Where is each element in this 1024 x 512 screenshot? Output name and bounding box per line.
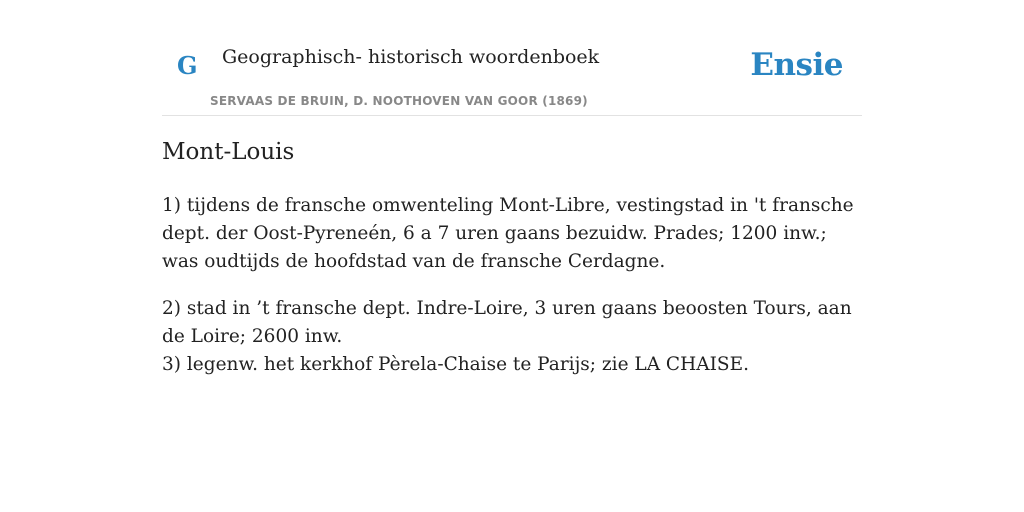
dictionary-title[interactable]: Geographisch- historisch woordenboek: [222, 46, 600, 68]
definition-3: 3) legenw. het kerkhof Pèrela-Chaise te Parijs; zie LA CHAISE.: [162, 354, 749, 375]
entry-title: Mont-Louis: [162, 139, 295, 165]
definition-2: 2) stad in ’t fransche dept. Indre-Loire, 3 uren gaans beoosten Tours, aan de Loire; 2600 inw.: [162, 298, 852, 347]
page: [162, 0, 862, 512]
dictionary-author: SERVAAS DE BRUIN, D. NOOTHOVEN VAN GOOR (1869): [210, 94, 588, 108]
ensie-logo-link[interactable]: Ensie: [750, 47, 843, 83]
dictionary-header: [162, 0, 862, 116]
entry-body: [162, 192, 862, 379]
definition-1: 1) tijdens de fransche omwenteling Mont-Libre, vestingstad in 't fransche dept. der Oost-Pyreneén, 6 a 7 uren gaans bezuidw. Prades; 1200 inw.; was oudtijds de hoofdstad van de fransche Cerdagne.: [162, 195, 854, 272]
dictionary-logo-icon[interactable]: G: [177, 51, 198, 80]
